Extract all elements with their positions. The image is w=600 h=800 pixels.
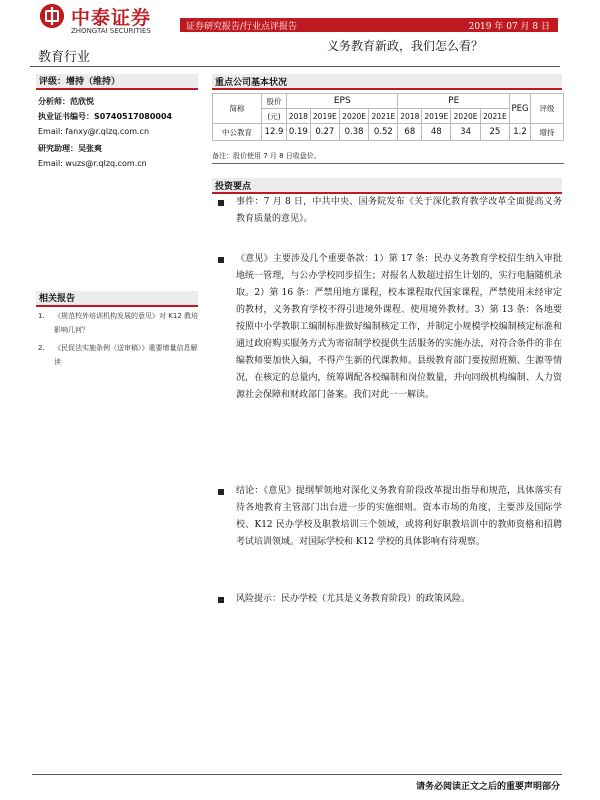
- cert-number: S0740517080004: [94, 112, 173, 121]
- cert-line: [38, 111, 172, 122]
- bullet-square-icon: [218, 200, 224, 206]
- table-row: [213, 124, 564, 141]
- th-peg: PEG: [510, 94, 531, 124]
- point-text-4: 风险提示：民办学校（尤其是义务教育阶段）的政策风险。: [236, 594, 471, 604]
- footer-disclaimer: 请务必阅读正文之后的重要声明部分: [415, 782, 560, 792]
- th-year: 2021E: [480, 109, 509, 124]
- footer-divider: [32, 774, 562, 775]
- th-unit: (元): [262, 109, 287, 124]
- th-price: 股价: [262, 94, 287, 109]
- logo-text-en: ZHONGTAI SECURITIES: [71, 27, 151, 35]
- related-reports-header: [36, 291, 198, 307]
- point-text-1: 事件：7 月 8 日，中共中央、国务院发布《关于深化教育教学改革全面提高义务教育质量的意见》。: [236, 197, 562, 224]
- th-year: 2020E: [451, 109, 480, 124]
- th-year: 2018: [287, 109, 311, 124]
- th-year: 2020E: [339, 109, 368, 124]
- header-divider: [30, 66, 560, 67]
- peg-cell: 1.2: [510, 124, 531, 141]
- th-year: 2019E: [310, 109, 339, 124]
- bullet-square-icon: [218, 489, 224, 495]
- point-paragraph: [236, 251, 562, 404]
- pe-cell: 34: [451, 124, 480, 141]
- related-report-link-1[interactable]: 《规范校外培训机构发展的意见》对 K12 教培影响几何？: [54, 312, 198, 334]
- company-table: [212, 93, 564, 141]
- related-report-link-2[interactable]: 《民促法实施条例（送审稿）》重要增量信息解读: [54, 344, 198, 366]
- rating-cell: 增持: [531, 124, 564, 141]
- th-name: 简称: [213, 94, 262, 124]
- eps-cell: 0.27: [310, 124, 339, 141]
- rating-text: 评级：增持（维持）: [39, 77, 121, 87]
- eps-cell: 0.38: [339, 124, 368, 141]
- th-year: 2021E: [369, 109, 398, 124]
- price-cell: 12.9: [262, 124, 287, 141]
- related-num-2: 2.: [38, 344, 45, 352]
- th-pe: PE: [398, 94, 510, 109]
- related-num-1: 1.: [38, 312, 45, 320]
- analyst-line: [38, 96, 94, 107]
- point-paragraph: [236, 591, 562, 608]
- eps-cell: 0.19: [287, 124, 311, 141]
- assistant-email[interactable]: Email: wuzs@r.qlzq.com.cn: [38, 159, 147, 168]
- point-text-2: 《意见》主要涉及几个重要条款：1）第 17 条：民办义务教育学校招生纳入审批地统一管理，与公办学校同步招生；对报名人数超过招生计划的，实行电脑随机录取。2）第 16 条：严禁用地方课程，校本课程取代国家课程，严禁使用未经审定的教材，义务教育学校不得引进境外课程、使用境外教材。3）第 13 条：各地要按照中小学教职工编制标准做好编制核定工作，并制定小规模学校编制核定标准和通过政府购买服务方式为寄宿制学校提供生活服务的实施办法，对符合条件的非在编教师要加快入编，不得产生新的代课教师。县级教育部门要按照班额、生源等情况，在核定的总量内，统筹调配各校编制和岗位数量，并向同级机构编制、人力资源社会保障和财政部门备案。我们对此一一解读。: [236, 254, 562, 400]
- report-date: 2019 年 07 月 8 日: [468, 22, 550, 32]
- bullet-square-icon: [218, 257, 224, 263]
- th-year: 2019E: [422, 109, 451, 124]
- analyst-label: 分析师：: [38, 96, 70, 106]
- th-year: 2018: [398, 109, 422, 124]
- point-paragraph: [236, 194, 562, 228]
- table-bottom-rule: [212, 163, 564, 164]
- company-table-header: [212, 74, 562, 90]
- bullet-square-icon: [218, 597, 224, 603]
- pe-cell: 25: [480, 124, 509, 141]
- header-band: [180, 18, 558, 32]
- th-rating: 评级: [531, 94, 564, 124]
- logo-mark-icon: [40, 4, 64, 28]
- assistant-label: 研究助理：: [38, 143, 78, 153]
- related-reports-title: 相关报告: [39, 294, 76, 304]
- assistant-name: 吴张爽: [78, 143, 102, 153]
- rating-box: [36, 74, 198, 90]
- pe-cell: 48: [422, 124, 451, 141]
- company-table-title: 重点公司基本状况: [215, 78, 288, 88]
- analyst-name: 范欣悦: [70, 96, 94, 106]
- point-paragraph: [236, 483, 562, 551]
- industry-label: 教育行业: [38, 50, 91, 65]
- th-eps: EPS: [287, 94, 398, 109]
- cert-label: 执业证书编号：: [38, 111, 94, 121]
- key-points-title: 投资要点: [215, 182, 252, 192]
- report-type: 证券研究报告/行业点评报告: [186, 22, 298, 32]
- table-note: 备注：股价使用 7 月 8 日收盘价。: [212, 152, 321, 160]
- company-name: 中公教育: [213, 124, 262, 141]
- company-logo: [40, 2, 170, 42]
- key-points-header: [212, 178, 562, 194]
- assistant-line: [38, 143, 102, 154]
- point-text-3: 结论：《意见》提纲挈领地对深化义务教育阶段改革提出指导和规范，具体落实有待各地教育主管部门出台进一步的实施细则。资本市场的角度，主要涉及国际学校、K12 民办学校及职教培训三个领域，或将利好职教培训中的教师资格和招聘考试培训领域。对国际学校和 K12 学校的具体影响有待观察。: [236, 486, 562, 547]
- eps-cell: 0.52: [369, 124, 398, 141]
- report-title: 义务教育新政，我们怎么看？: [326, 39, 483, 53]
- logo-text-cn: 中泰证券: [71, 7, 152, 29]
- pe-cell: 68: [398, 124, 422, 141]
- analyst-email[interactable]: Email: fanxy@r.qlzq.com.cn: [38, 127, 150, 136]
